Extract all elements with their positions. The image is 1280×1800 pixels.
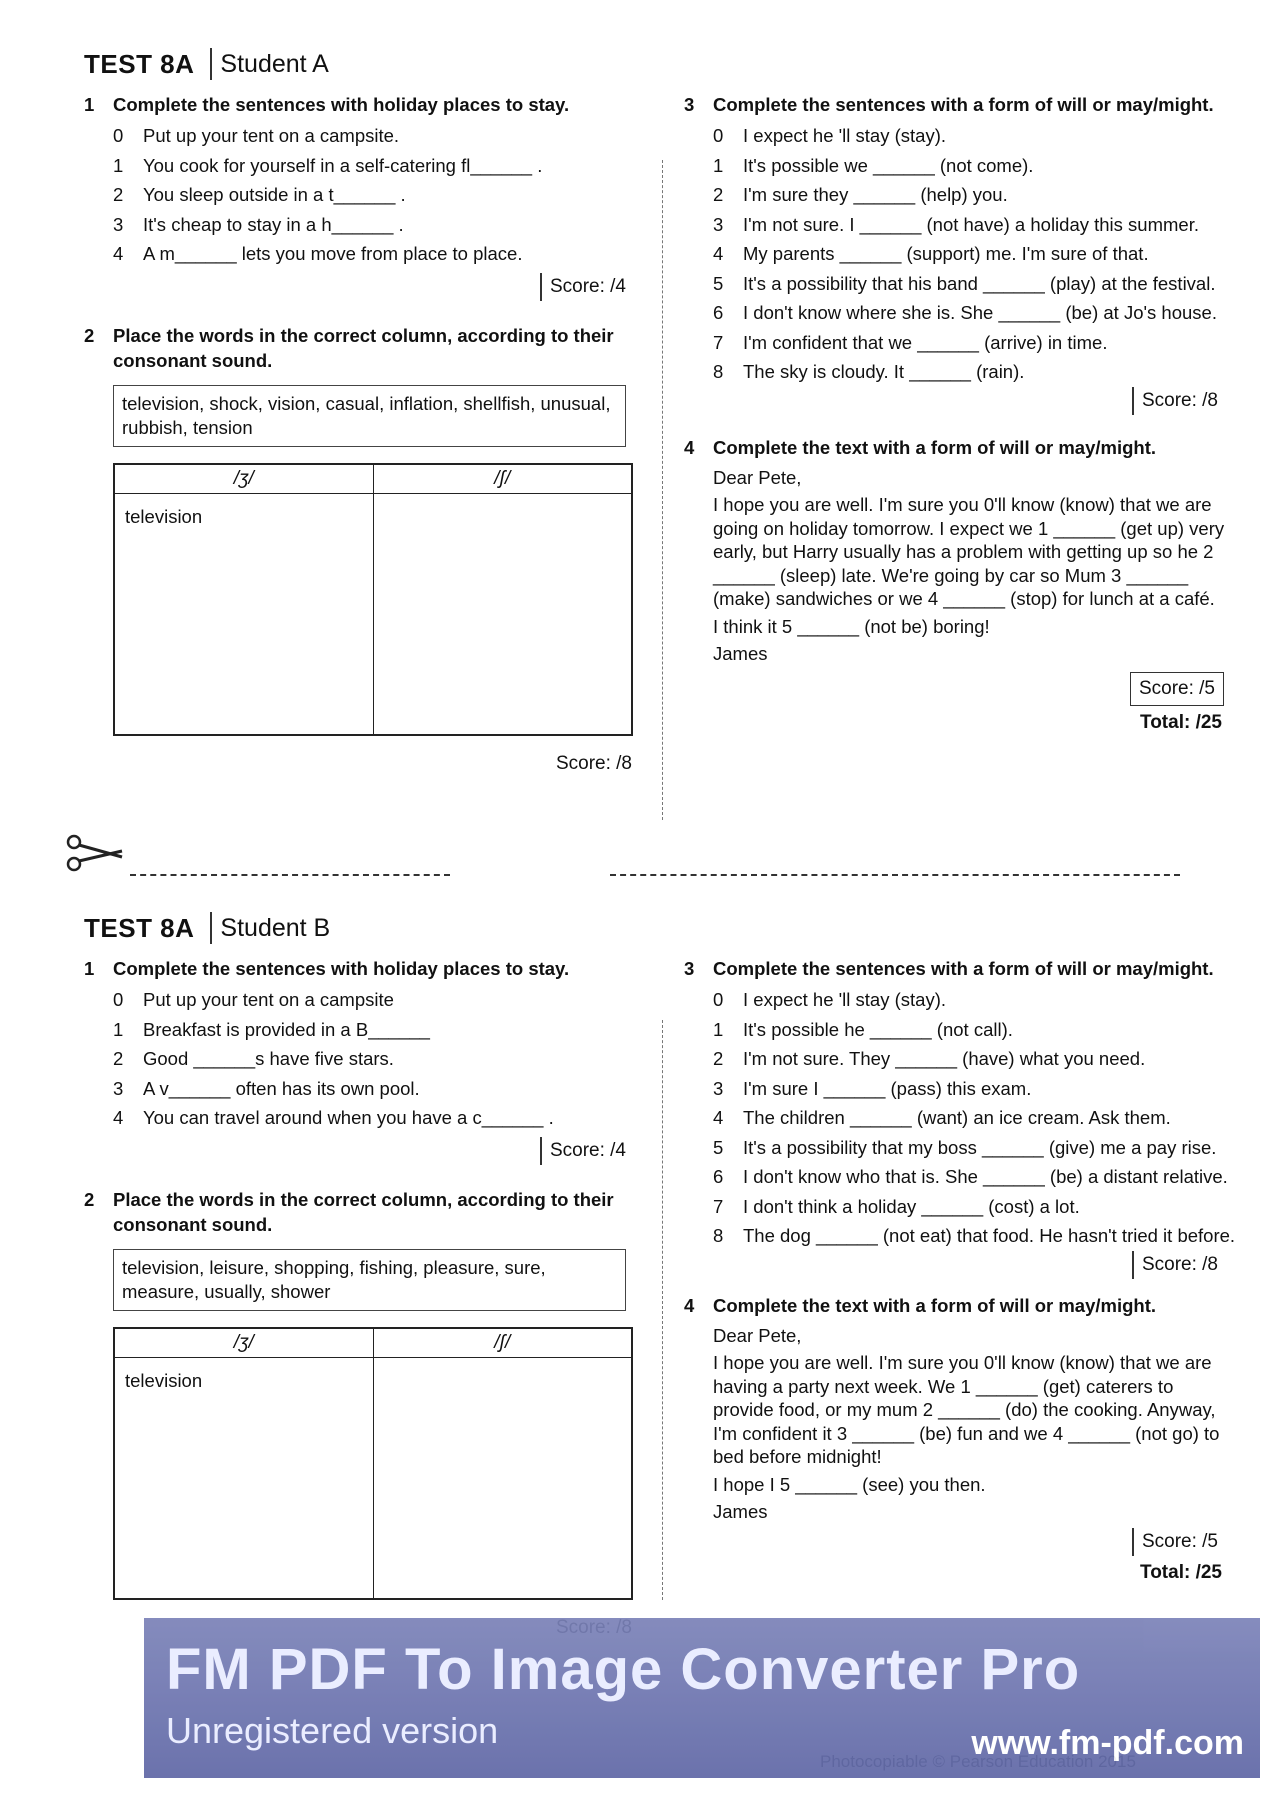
test-label: TEST 8A [84,913,195,943]
letter-greeting: Dear Pete, [713,1324,802,1346]
item-number: 6 [713,1166,724,1187]
exercise-item [713,1162,1236,1192]
item-number: 0 [113,989,124,1010]
item-text: It's possible we ______ (not come). [743,154,1034,176]
section-number: 1 [84,958,95,979]
section-2 [84,323,644,778]
item-number: 4 [713,1107,724,1128]
item-number: 0 [713,125,724,146]
item-number: 2 [713,1048,724,1069]
total-label: Total: /25 [1140,1561,1222,1583]
item-text: I don't know where she is. She ______ (be) at Jo's house. [743,302,1217,323]
section-title: Complete the sentences with holiday places to stay. [113,94,570,115]
item-text: Good ______s have five stars. [143,1048,394,1069]
item-text: Put up your tent on a campsite. [143,125,400,146]
watermark-banner [144,1618,1260,1778]
section-4 [684,1293,1236,1584]
exercise-item [113,239,644,269]
item-number: 2 [713,184,724,205]
section-number: 2 [84,1188,95,1210]
section-3 [684,956,1236,1279]
left-column [84,92,644,778]
exercise-item [113,151,644,181]
section-1 [84,92,644,301]
exercise-item [113,180,644,210]
student-label: Student A [210,48,328,80]
answer-cell[interactable]: television [114,1357,373,1599]
item-number: 8 [713,1225,724,1246]
column-header: /ʃ/ [373,1328,632,1358]
item-number: 4 [713,243,724,264]
student-label: Student B [210,912,330,944]
item-number: 7 [713,1195,724,1217]
section-number: 1 [84,94,95,115]
exercise-item [113,121,644,151]
test-label: TEST 8A [84,49,195,79]
item-text: It's possible he ______ (not call). [743,1018,1013,1040]
test-header [84,48,329,80]
exercise-item [713,985,1236,1015]
score-label: Score: /4 [540,1137,632,1165]
exercise-item [713,239,1236,269]
exercise-item [113,1074,644,1104]
item-text: I don't think a holiday ______ (cost) a lot. [743,1195,1080,1217]
item-text: I'm sure I ______ (pass) this exam. [743,1077,1032,1099]
item-number: 1 [713,1018,724,1040]
exercise-item [713,180,1236,210]
section-number: 4 [684,436,695,458]
exercise-item [713,328,1236,358]
exercise-item [713,210,1236,240]
exercise-item [713,1133,1236,1163]
item-text: You cook for yourself in a self-catering fl______ . [143,154,543,176]
section-title: Place the words in the correct column, according to their consonant sound. [113,324,614,371]
total-label: Total: /25 [1140,711,1222,733]
item-text: The dog ______ (not eat) that food. He hasn't tried it before. [743,1225,1236,1246]
section-2 [84,1187,644,1642]
section-title: Place the words in the correct column, according to their consonant sound. [113,1188,614,1235]
left-column [84,956,644,1642]
letter-line: I hope I 5 ______ (see) you then. [713,1473,986,1495]
section-number: 3 [684,94,695,115]
item-text: I expect he 'll stay (stay). [743,125,946,146]
column-header: /ʒ/ [114,464,373,494]
column-header: /ʃ/ [373,464,632,494]
exercise-item [713,1044,1236,1074]
exercise-item [713,151,1236,181]
score-label: Score: /8 [1132,1251,1224,1279]
sound-table [113,1327,633,1600]
item-number: 3 [113,1077,124,1099]
letter-signoff: James [713,643,768,664]
column-divider [662,1020,663,1600]
item-number: 4 [113,243,124,264]
section-number: 2 [84,324,95,346]
section-title: Complete the text with a form of will or may/might. [713,436,1157,458]
item-number: 1 [713,154,724,176]
test-header [84,912,330,944]
exercise-item [713,357,1236,387]
item-number: 0 [713,989,724,1010]
item-number: 4 [113,1107,124,1128]
right-column [684,956,1236,1584]
exercise-item [713,1192,1236,1222]
exercise-item [113,1103,644,1133]
exercise-item [113,985,644,1015]
item-text: You sleep outside in a t______ . [143,184,406,205]
letter [713,466,1236,666]
exercise-item [713,1074,1236,1104]
item-text: I'm not sure. They ______ (have) what you need. [743,1048,1146,1069]
section-title: Complete the text with a form of will or may/might. [713,1294,1157,1316]
section-title: Complete the sentences with a form of will or may/might. [713,94,1214,115]
item-number: 2 [113,184,124,205]
item-number: 7 [713,331,724,353]
column-divider [662,160,663,820]
item-number: 3 [713,1077,724,1099]
item-text: It's cheap to stay in a h______ . [143,213,404,235]
item-number: 3 [113,213,124,235]
item-text: My parents ______ (support) me. I'm sure of that. [743,243,1149,264]
item-text: You can travel around when you have a c______ . [143,1107,554,1128]
column-header: /ʒ/ [114,1328,373,1358]
section-1 [84,956,644,1165]
letter-greeting: Dear Pete, [713,466,802,488]
item-text: The children ______ (want) an ice cream. Ask them. [743,1107,1171,1128]
item-text: I don't know who that is. She ______ (be) a distant relative. [743,1166,1228,1187]
score-label: Score: /5 [1130,672,1224,706]
letter-body: I hope you are well. I'm sure you 0'll know (know) that we are having a party next week. We 1 ______ (get) caterers to provide food, or my mum 2 ______ (do) the cooking. Anyway, I'm confident it 3 ______ (be) fun and we 4 ______ (not go) to bed before midnight! [713,1352,1220,1467]
item-number: 8 [713,361,724,382]
exercise-item [713,121,1236,151]
item-number: 0 [113,125,124,146]
item-number: 5 [713,272,724,294]
right-column [684,92,1236,734]
item-text: I'm sure they ______ (help) you. [743,184,1008,205]
section-number: 3 [684,958,695,979]
item-text: Breakfast is provided in a B______ [143,1018,430,1040]
exercise-item [113,1044,644,1074]
exercise-item [713,1221,1236,1251]
scissors-icon [62,832,132,872]
watermark-title: FM PDF To Image Converter Pro [166,1637,1081,1702]
score-label: Score: /5 [1132,1528,1224,1556]
section-title: Complete the sentences with a form of will or may/might. [713,958,1214,979]
item-number: 1 [113,1018,124,1040]
exercise-item [713,1015,1236,1045]
item-text: It's a possibility that his band ______ (play) at the festival. [743,272,1216,294]
item-text: I'm confident that we ______ (arrive) in time. [743,331,1108,353]
exercise-item [113,210,644,240]
exercise-item [713,1103,1236,1133]
section-title: Complete the sentences with holiday places to stay. [113,958,570,979]
watermark-subtitle: Unregistered version [166,1710,499,1751]
answer-cell[interactable]: television [114,493,373,735]
exercise-item [713,269,1236,299]
item-text: It's a possibility that my boss ______ (give) me a pay rise. [743,1136,1217,1158]
letter-signoff: James [713,1501,768,1522]
cut-line-right [610,874,1180,876]
item-number: 2 [113,1048,124,1069]
item-number: 6 [713,302,724,323]
item-text: A v______ often has its own pool. [143,1077,420,1099]
word-list: television, shock, vision, casual, inflation, shellfish, unusual, rubbish, tension [113,385,626,447]
section-3 [684,92,1236,415]
item-text: A m______ lets you move from place to place. [143,243,523,264]
score-label: Score: /8 [1132,387,1224,415]
watermark-url: www.fm-pdf.com [971,1724,1244,1762]
item-number: 1 [113,154,124,176]
score-label: Score: /4 [540,273,632,301]
section-4 [684,435,1236,734]
letter [713,1324,1236,1524]
item-text: I expect he 'll stay (stay). [743,989,946,1010]
section-number: 4 [684,1294,695,1316]
item-number: 3 [713,213,724,235]
cut-line-left [130,874,450,876]
item-text: The sky is cloudy. It ______ (rain). [743,361,1025,382]
answer-cell[interactable] [373,1357,632,1599]
score-label: Score: /8 [555,752,632,774]
exercise-item [113,1015,644,1045]
word-list: television, leisure, shopping, fishing, pleasure, sure, measure, usually, shower [113,1249,626,1311]
exercise-item [713,298,1236,328]
letter-body: I hope you are well. I'm sure you 0'll know (know) that we are going on holiday tomorrow. I expect we 1 ______ (get up) very early, but Harry usually has a problem with getting up so he 2 ______ (sleep) late. We're going by car so Mum 3 ______ (make) sandwiches or we 4 ______ (stop) for lunch at a café. [713,494,1225,609]
answer-cell[interactable] [373,493,632,735]
item-text: I'm not sure. I ______ (not have) a holiday this summer. [743,213,1199,235]
sound-table [113,463,633,736]
item-text: Put up your tent on a campsite [143,989,394,1010]
item-number: 5 [713,1136,724,1158]
letter-line: I think it 5 ______ (not be) boring! [713,615,990,637]
